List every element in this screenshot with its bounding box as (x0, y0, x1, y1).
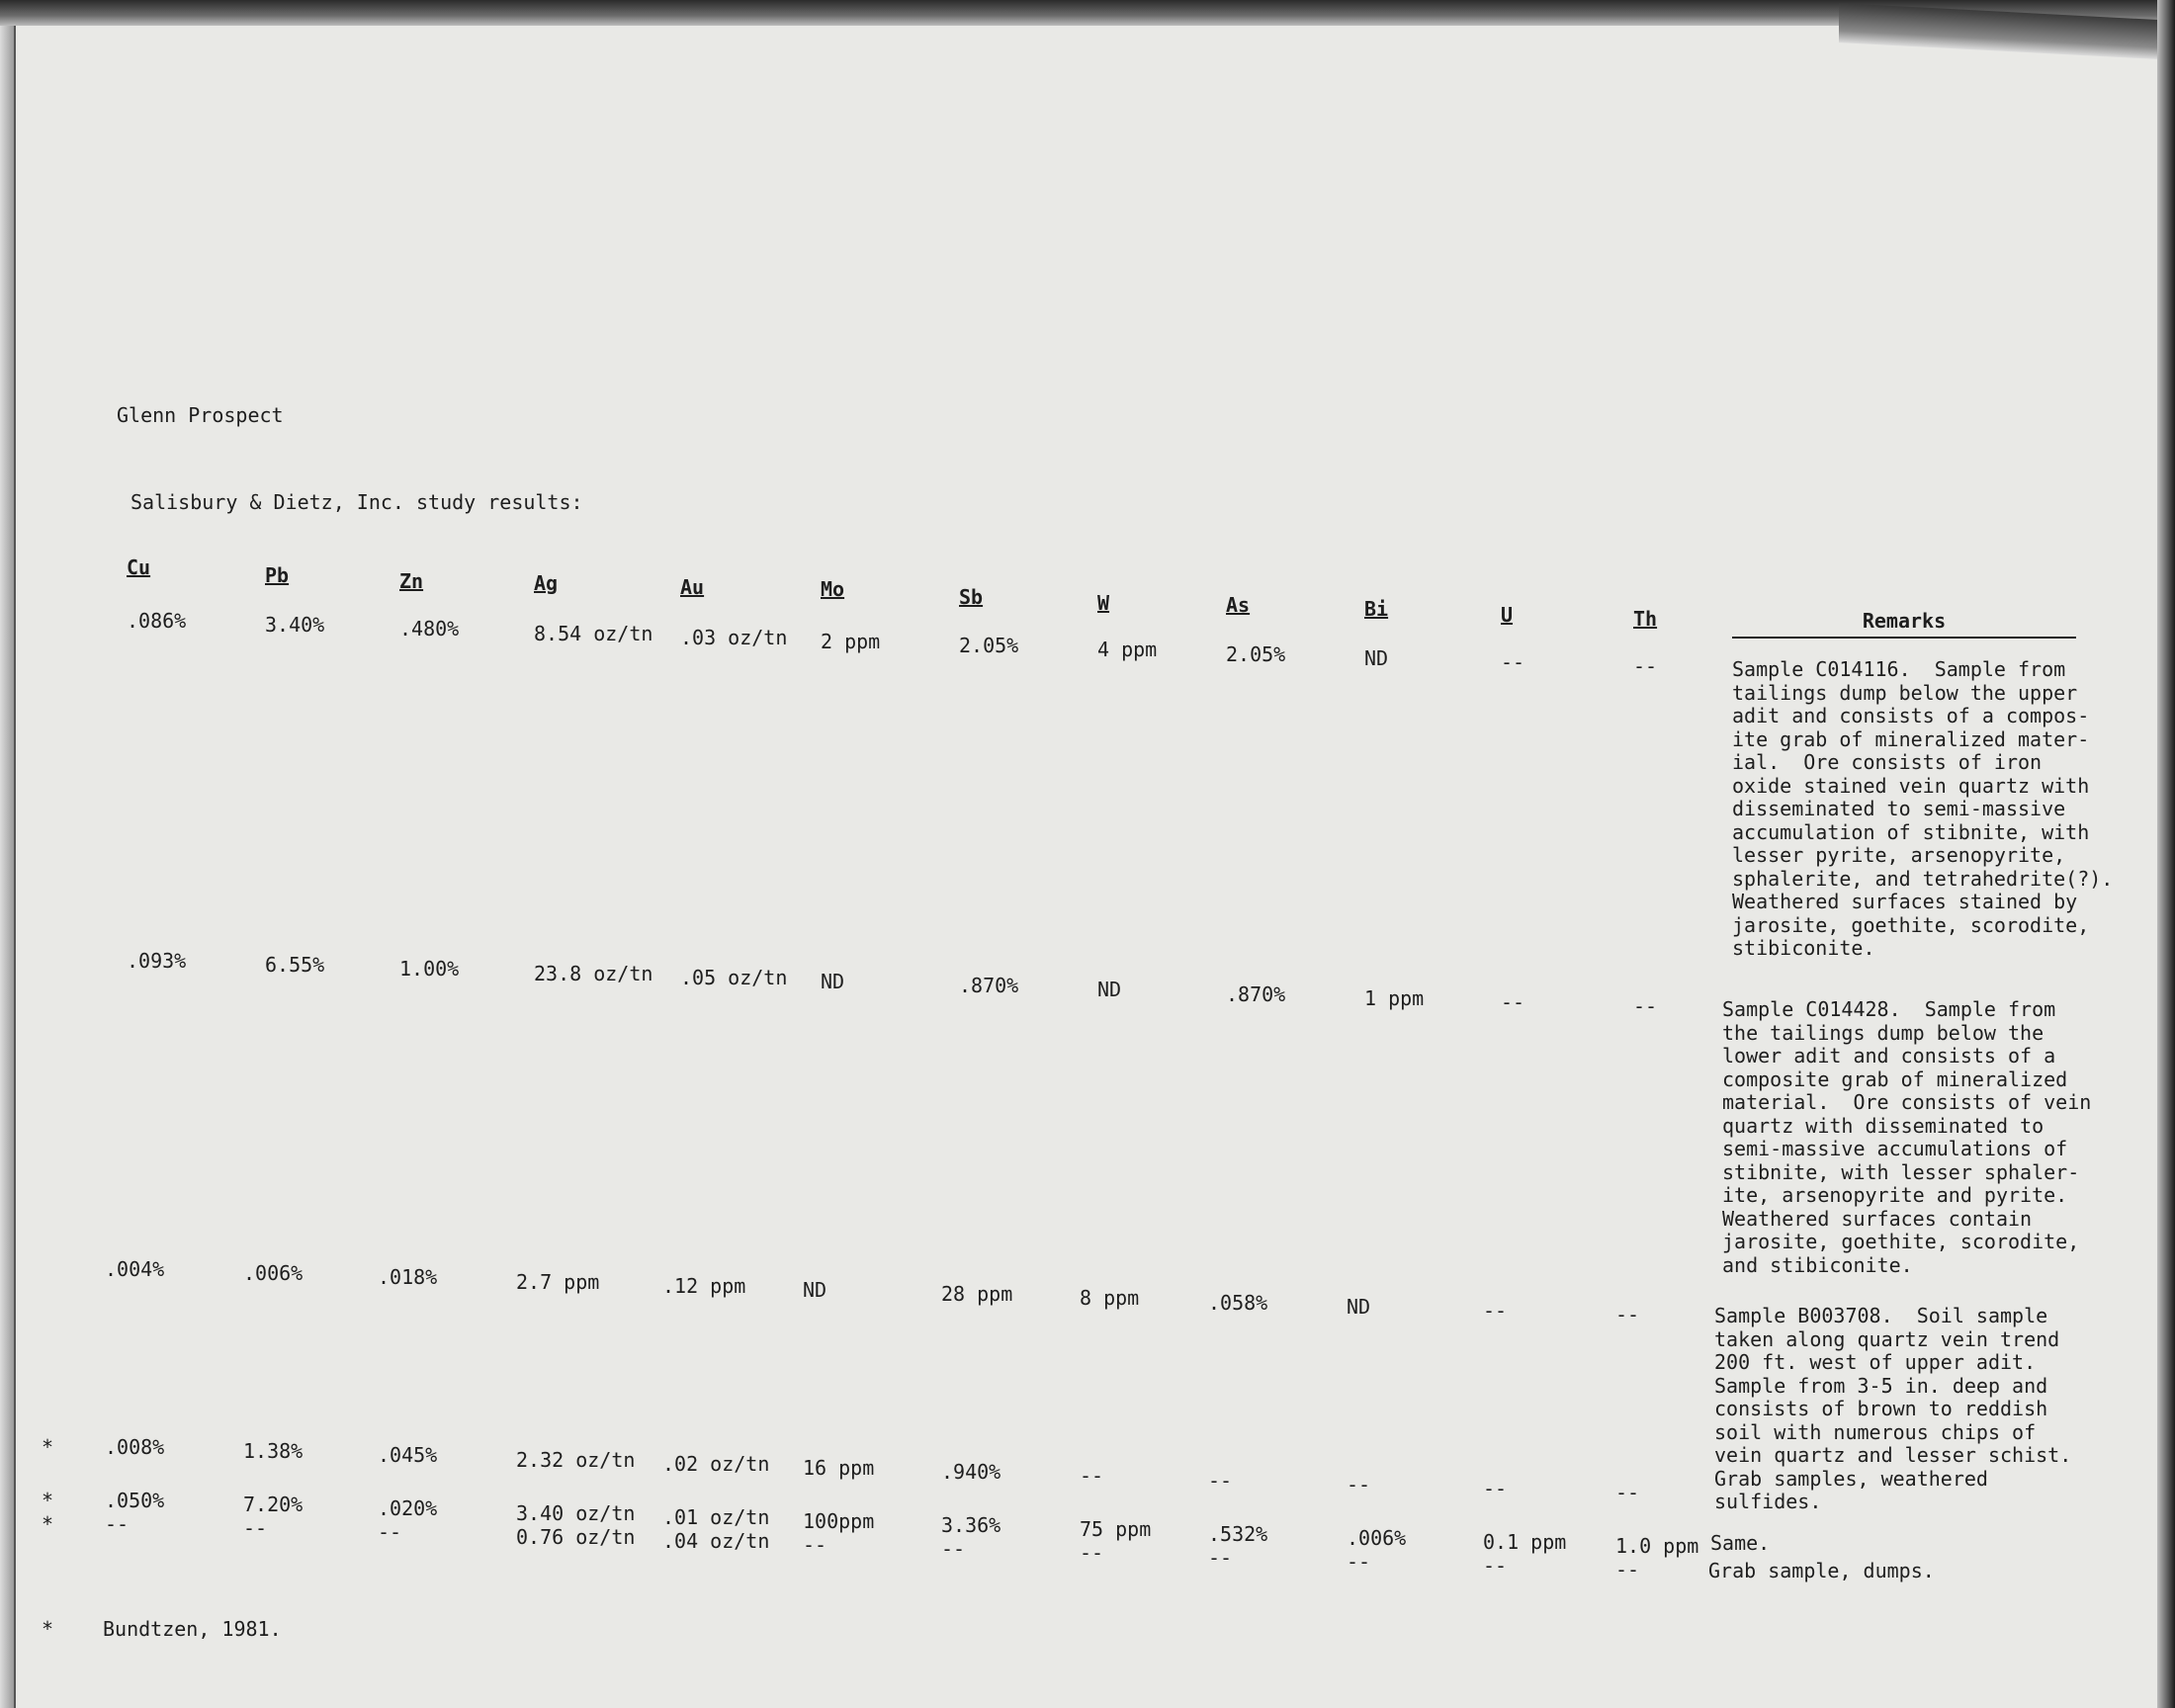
remark-entry: Sample C014428. Sample from the tailings dump below the lower adit and consists of a composite grab of mineralized material. Ore consists of vein quartz with disseminated to semi-massive accumulations of stibnite, with lesser sphaler- ite, arsenopyrite and pyrite. Weathered surfaces contain jarosite, goethite, scorodite, and stibiconite. (1722, 997, 2092, 1277)
table-cell-cu: .008% (105, 1435, 165, 1459)
document-subtitle: Salisbury & Dietz, Inc. study results: (130, 490, 583, 514)
table-cell-au: .12 ppm (662, 1274, 746, 1298)
table-cell-mo: ND (821, 970, 845, 993)
table-cell-th: -- (1615, 1558, 1640, 1581)
table-cell-u: -- (1501, 990, 1525, 1014)
table-cell-ag: 0.76 oz/tn (516, 1525, 636, 1549)
column-header-pb: Pb (265, 563, 290, 587)
table-cell-u: -- (1483, 1554, 1508, 1578)
table-cell-sb: 3.36% (941, 1513, 1001, 1537)
scan-edge-right (2157, 0, 2175, 1708)
column-header-mo: Mo (821, 577, 845, 601)
table-cell-bi: ND (1364, 646, 1389, 670)
table-cell-cu: -- (105, 1512, 130, 1536)
table-cell-ag: 2.32 oz/tn (516, 1448, 636, 1472)
table-cell-zn: .018% (378, 1265, 438, 1289)
table-cell-mo: 16 ppm (803, 1456, 875, 1480)
table-cell-cu: .086% (127, 609, 187, 633)
table-cell-au: .05 oz/tn (680, 966, 788, 989)
table-cell-zn: .045% (378, 1443, 438, 1467)
table-cell-th: -- (1615, 1481, 1640, 1504)
table-cell-th: -- (1633, 994, 1658, 1018)
table-cell-pb: 7.20% (243, 1493, 304, 1516)
table-cell-cu: .050% (105, 1489, 165, 1512)
row-marker: * (42, 1489, 54, 1512)
table-cell-mo: 100ppm (803, 1509, 875, 1533)
column-header-ag: Ag (534, 571, 559, 595)
table-cell-ag: 8.54 oz/tn (534, 622, 653, 645)
table-cell-th: 1.0 ppm (1615, 1534, 1699, 1558)
table-cell-u: -- (1483, 1477, 1508, 1500)
table-cell-u: -- (1483, 1299, 1508, 1323)
table-cell-cu: .004% (105, 1257, 165, 1281)
table-cell-sb: .940% (941, 1460, 1001, 1484)
document-title: Glenn Prospect (117, 403, 284, 427)
table-cell-au: .02 oz/tn (662, 1452, 770, 1476)
table-cell-as: .870% (1226, 982, 1286, 1006)
table-cell-w: 4 ppm (1097, 638, 1158, 661)
table-cell-zn: .020% (378, 1496, 438, 1520)
table-cell-pb: 6.55% (265, 953, 325, 977)
row-marker: * (42, 1512, 54, 1536)
table-cell-bi: ND (1347, 1295, 1371, 1319)
table-cell-as: .058% (1208, 1291, 1268, 1315)
column-header-as: As (1226, 593, 1251, 617)
column-header-cu: Cu (127, 555, 151, 579)
row-marker: * (42, 1435, 54, 1459)
table-cell-u: 0.1 ppm (1483, 1530, 1567, 1554)
table-cell-ag: 2.7 ppm (516, 1270, 600, 1294)
table-cell-mo: 2 ppm (821, 630, 881, 653)
column-header-u: U (1501, 603, 1514, 627)
table-cell-bi: 1 ppm (1364, 986, 1425, 1010)
table-cell-pb: 1.38% (243, 1439, 304, 1463)
remark-entry: Grab sample, dumps. (1708, 1559, 1935, 1582)
table-cell-th: -- (1633, 654, 1658, 678)
scan-edge-left (0, 0, 14, 1708)
table-cell-sb: -- (941, 1537, 966, 1561)
column-header-au: Au (680, 575, 705, 599)
table-cell-w: ND (1097, 978, 1122, 1001)
table-cell-ag: 23.8 oz/tn (534, 962, 653, 985)
table-cell-sb: 28 ppm (941, 1282, 1013, 1306)
table-cell-sb: .870% (959, 974, 1019, 997)
table-cell-pb: .006% (243, 1261, 304, 1285)
table-cell-as: -- (1208, 1546, 1233, 1570)
table-cell-u: -- (1501, 650, 1525, 674)
table-cell-au: .01 oz/tn (662, 1505, 770, 1529)
table-cell-w: -- (1080, 1541, 1104, 1565)
table-cell-bi: -- (1347, 1473, 1371, 1496)
table-cell-bi: .006% (1347, 1526, 1407, 1550)
table-cell-pb: -- (243, 1516, 268, 1540)
column-header-sb: Sb (959, 585, 984, 609)
column-header-zn: Zn (399, 569, 424, 593)
remarks-header: Remarks (1732, 609, 2076, 639)
table-cell-au: .03 oz/tn (680, 626, 788, 649)
table-cell-cu: .093% (127, 949, 187, 973)
table-cell-pb: 3.40% (265, 613, 325, 637)
table-cell-as: 2.05% (1226, 642, 1286, 666)
table-cell-ag: 3.40 oz/tn (516, 1501, 636, 1525)
table-cell-mo: ND (803, 1278, 827, 1302)
column-header-th: Th (1633, 607, 1658, 631)
table-cell-zn: .480% (399, 617, 460, 640)
column-header-w: W (1097, 591, 1110, 615)
table-cell-sb: 2.05% (959, 634, 1019, 657)
remark-entry: Sample C014116. Sample from tailings dump below the upper adit and consists of a compos- ite grab of mineralized mater- ial. Ore consists of iron oxide stained vein quartz with disseminated to semi-massive accumulation of stibnite, with lesser pyrite, arsenopyrite, sphalerite, and tetrahedrite(?). Weathered surfaces stained by jarosite, goethite, scorodite, stibiconite. (1732, 657, 2114, 960)
table-cell-zn: -- (378, 1520, 402, 1544)
footnote-marker: * (42, 1617, 54, 1641)
table-cell-as: .532% (1208, 1522, 1268, 1546)
table-cell-zn: 1.00% (399, 957, 460, 981)
footnote-citation: Bundtzen, 1981. (103, 1617, 282, 1641)
table-cell-au: .04 oz/tn (662, 1529, 770, 1553)
table-cell-as: -- (1208, 1469, 1233, 1493)
table-cell-th: -- (1615, 1303, 1640, 1326)
column-header-bi: Bi (1364, 597, 1389, 621)
table-cell-bi: -- (1347, 1550, 1371, 1574)
remark-entry: Same. (1710, 1531, 1771, 1555)
table-cell-mo: -- (803, 1533, 827, 1557)
table-cell-w: 75 ppm (1080, 1517, 1152, 1541)
table-cell-w: -- (1080, 1464, 1104, 1488)
remark-entry: Sample B003708. Soil sample taken along quartz vein trend 200 ft. west of upper adit. Sample from 3-5 in. deep and consists of brown to reddish soil with numerous chips of vein quartz and lesser schist. Grab samples, weathered sulfides. (1714, 1304, 2072, 1513)
table-cell-w: 8 ppm (1080, 1286, 1140, 1310)
